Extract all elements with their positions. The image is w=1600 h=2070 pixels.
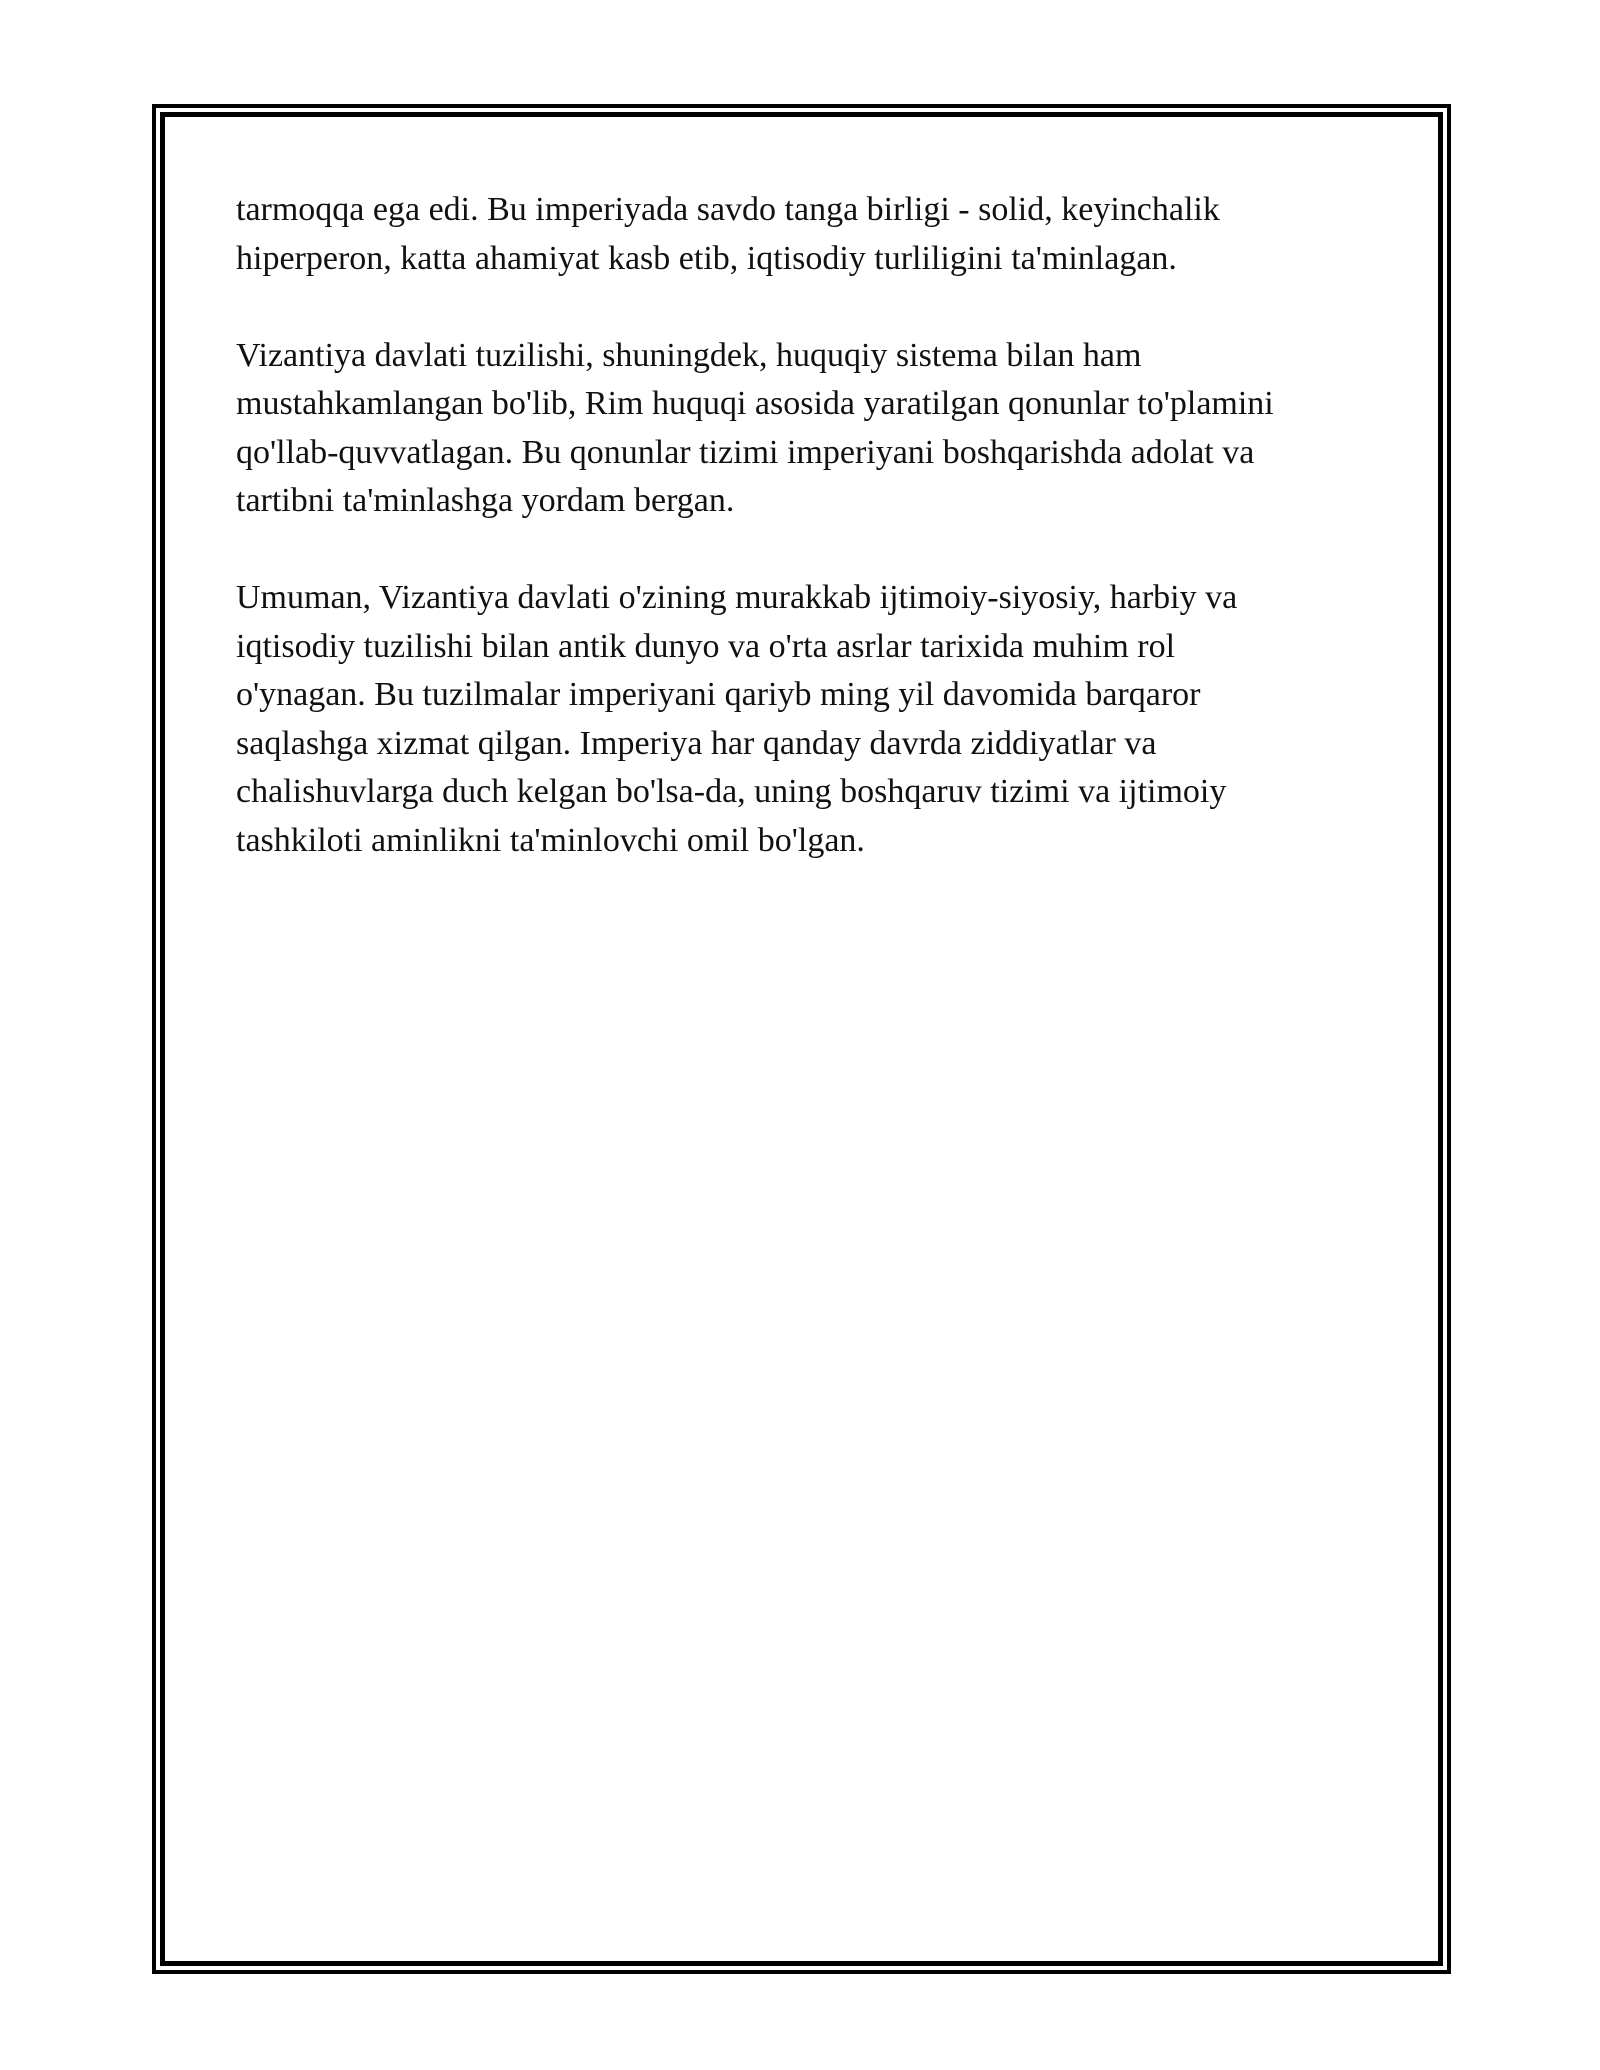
body-text bbox=[236, 186, 1386, 914]
text-line: tartibni ta'minlashga yordam bergan. bbox=[236, 482, 735, 519]
paragraph bbox=[236, 574, 1386, 865]
text-line: qo'llab-quvvatlagan. Bu qonunlar tizimi imperiyani boshqarishda adolat va bbox=[236, 433, 1255, 471]
text-line: tashkiloti aminlikni ta'minlovchi omil bo'lgan. bbox=[236, 821, 865, 859]
text-line: saqlashga xizmat qilgan. Imperiya har qanday davrda ziddiyatlar va bbox=[236, 724, 1157, 762]
text-line: iqtisodiy tuzilishi bilan antik dunyo va o'rta asrlar tarixida muhim rol bbox=[236, 627, 1176, 665]
text-line: o'ynagan. Bu tuzilmalar imperiyani qariyb ming yil davomida barqaror bbox=[236, 676, 1201, 713]
text-line: mustahkamlangan bo'lib, Rim huquqi asosida yaratilgan qonunlar to'plamini bbox=[236, 385, 1274, 422]
text-line: Vizantiya davlati tuzilishi, shuningdek, huquqiy sistema bilan ham bbox=[236, 336, 1142, 374]
text-line: chalishuvlarga duch kelgan bo'lsa-da, uning boshqaruv tizimi va ijtimoiy bbox=[236, 773, 1227, 810]
paragraph bbox=[236, 332, 1386, 526]
paragraph bbox=[236, 186, 1386, 283]
text-line: hiperperon, katta ahamiyat kasb etib, iqtisodiy turliligini ta'minlagan. bbox=[236, 239, 1177, 277]
text-line: Umuman, Vizantiya davlati o'zining murakkab ijtimoiy-siyosiy, harbiy va bbox=[236, 579, 1238, 616]
text-line: tarmoqqa ega edi. Bu imperiyada savdo tanga birligi - solid, keyinchalik bbox=[236, 191, 1220, 228]
